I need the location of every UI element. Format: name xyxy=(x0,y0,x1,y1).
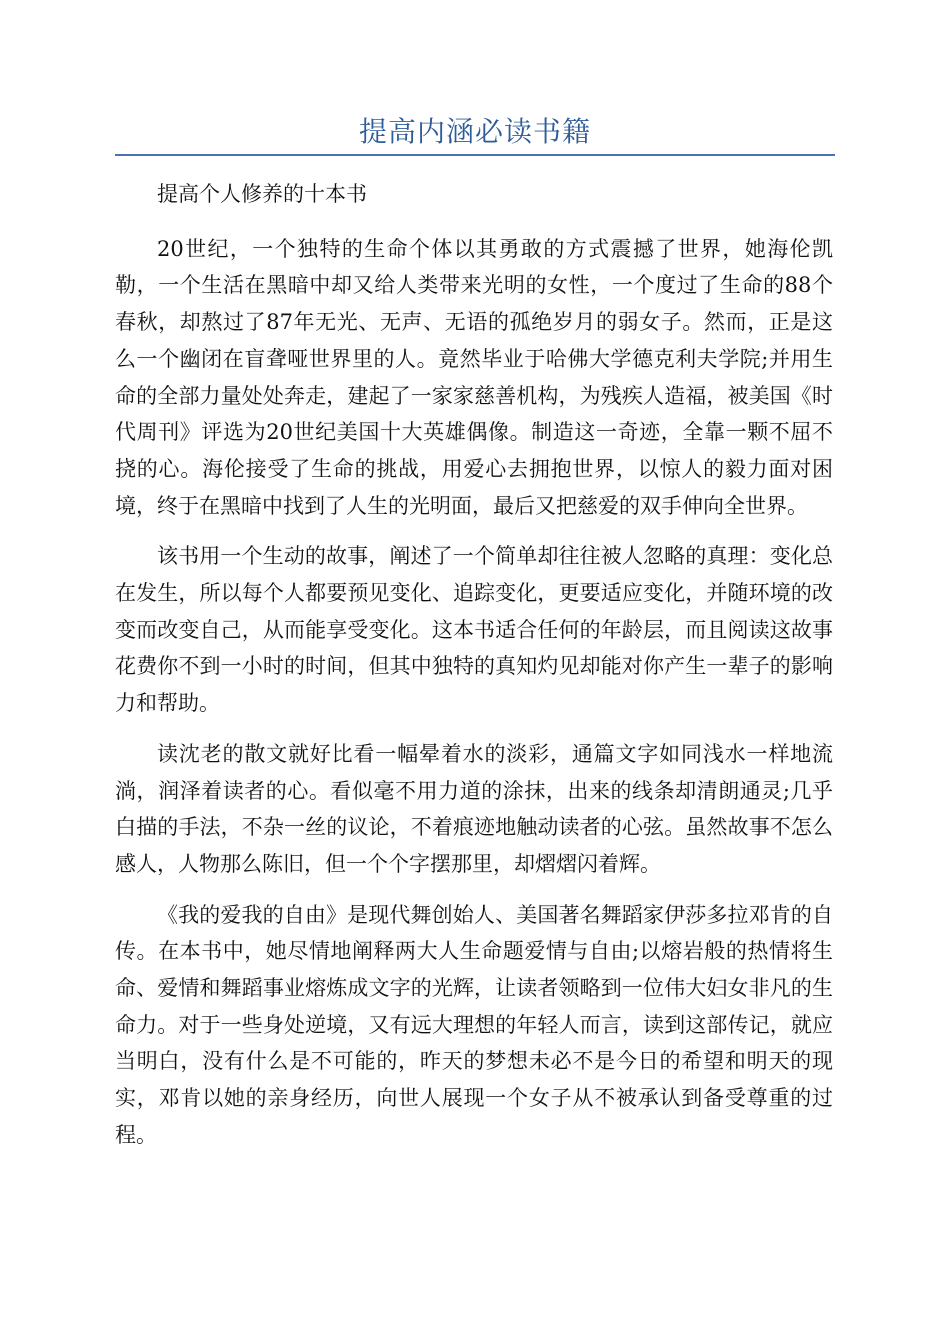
document-title: 提高内涵必读书籍 xyxy=(358,115,591,148)
paragraph-duncan-autobiography: 《我的爱我的自由》是现代舞创始人、美国著名舞蹈家伊莎多拉邓肯的自传。在本书中，她尽情地阐释两大人生命题爱情与自由;以熔岩般的热情将生命、爱情和舞蹈事业熔炼成文字的光辉，让读者领略到一位伟大妇女非凡的生命力。对于一些身处逆境，又有远大理想的年轻人而言，读到这部传记，就应当明白，没有什么是不可能的，昨天的梦想未必不是今日的希望和明天的现实，邓肯以她的亲身经历，向世人展现一个女子从不被承认到备受尊重的过程。 xyxy=(115,902,833,1147)
document-body xyxy=(115,176,833,1168)
paragraph-helen-keller: 20世纪，一个独特的生命个体以其勇敢的方式震撼了世界，她海伦凯勒，一个生活在黑暗中却又给人类带来光明的女性，一个度过了生命的88个春秋，却熬过了87年无光、无声、无语的孤绝岁月的弱女子。然而，正是这么一个幽闭在盲聋哑世界里的人。竟然毕业于哈佛大学德克利夫学院;并用生命的全部力量处处奔走，建起了一家家慈善机构，为残疾人造福，被美国《时代周刊》评选为20世纪美国十大英雄偶像。制造这一奇迹，全靠一颗不屈不挠的心。海伦接受了生命的挑战，用爱心去拥抱世界，以惊人的毅力面对困境，终于在黑暗中找到了人生的光明面，最后又把慈爱的双手伸向全世界。 xyxy=(115,236,833,518)
title-underline xyxy=(115,154,835,156)
document-subtitle: 提高个人修养的十本书 xyxy=(157,182,367,206)
paragraph-change: 该书用一个生动的故事，阐述了一个简单却往往被人忽略的真理：变化总在发生，所以每个人都要预见变化、追踪变化，更要适应变化，并随环境的改变而改变自己，从而能享受变化。这本书适合任何的年龄层，而且阅读这故事花费你不到一小时的时间，但其中独特的真知灼见却能对你产生一辈子的影响力和帮助。 xyxy=(115,544,833,716)
paragraph-shen-essays: 读沈老的散文就好比看一幅晕着水的淡彩，通篇文字如同浅水一样地流淌，润泽着读者的心。看似毫不用力道的涂抹，出来的线条却清朗通灵;几乎白描的手法，不杂一丝的议论，不着痕迹地触动读者的心弦。虽然故事不怎么感人，人物那么陈旧，但一个个字摆那里，却熠熠闪着辉。 xyxy=(115,741,833,876)
